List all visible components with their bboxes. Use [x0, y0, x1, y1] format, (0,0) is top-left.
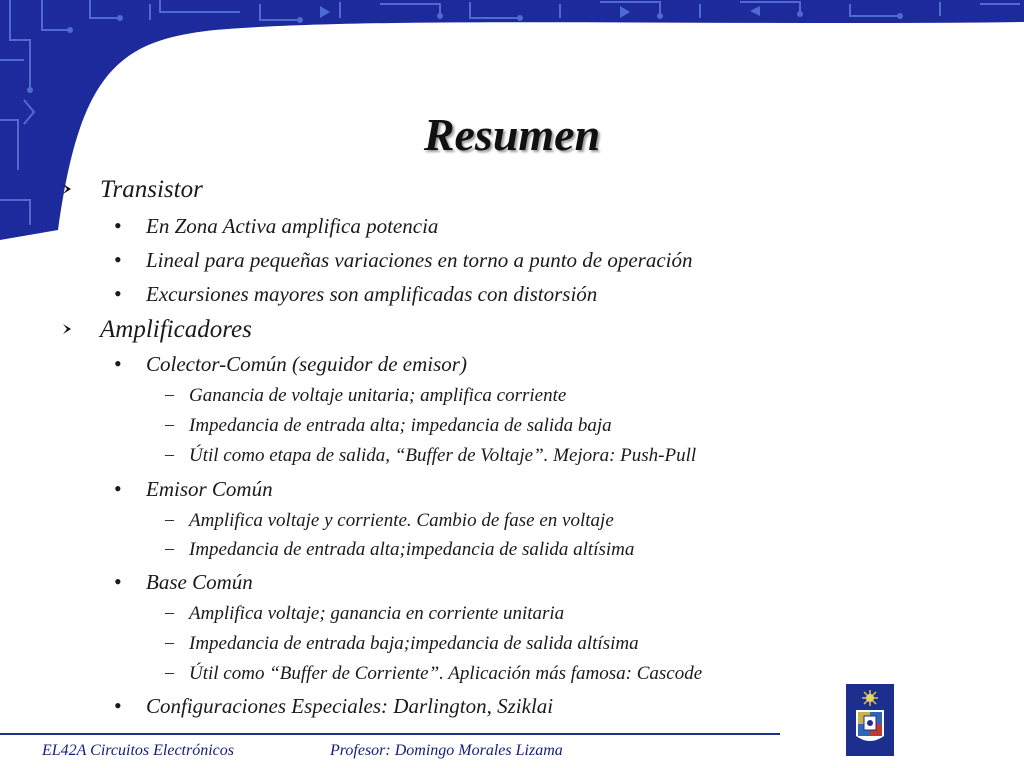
dash-marker: – [165, 662, 174, 682]
sub-list-item [165, 384, 567, 407]
bullet-marker: • [114, 213, 122, 238]
list-item [114, 476, 273, 502]
list-item [114, 693, 554, 719]
slide-title: Resumen [423, 109, 601, 160]
bullet-marker: • [114, 693, 122, 718]
dash-marker: – [165, 632, 174, 652]
footer-course: EL42A Circuitos Electrónicos [42, 742, 234, 759]
sub-list-item-text: Impedancia de entrada alta;impedancia de salida altísima [189, 539, 635, 560]
chevron-arrow-icon [60, 322, 74, 336]
list-item [114, 213, 439, 239]
section-heading-amplificadores [100, 316, 252, 344]
section-heading-text: Amplificadores [100, 316, 252, 343]
list-item-text: Excursiones mayores son amplificadas con distorsión [146, 282, 598, 306]
bullet-marker: • [114, 247, 122, 272]
list-item-text: Configuraciones Especiales: Darlington, Sziklai [146, 694, 554, 718]
bullet-marker: • [114, 351, 122, 376]
section-heading-text: Transistor [100, 176, 203, 203]
list-item [114, 351, 467, 377]
sub-list-item-text: Ganancia de voltaje unitaria; amplifica corriente [189, 385, 567, 406]
sub-list-item [165, 632, 639, 655]
sub-list-item-text: Impedancia de entrada baja;impedancia de salida altísima [189, 633, 639, 654]
bullet-marker: • [114, 281, 122, 306]
list-item-text: Colector-Común (seguidor de emisor) [146, 352, 467, 376]
sub-list-item-text: Amplifica voltaje y corriente. Cambio de fase en voltaje [189, 510, 614, 531]
list-item [114, 281, 598, 307]
sub-list-item [165, 509, 614, 532]
section-heading-transistor [100, 176, 203, 204]
sub-list-item [165, 444, 697, 467]
list-item-text: Emisor Común [146, 477, 273, 501]
dash-marker: – [165, 538, 174, 558]
bullet-marker: • [114, 476, 122, 501]
sub-list-item-text: Impedancia de entrada alta; impedancia de salida baja [189, 415, 612, 436]
sub-list-item [165, 602, 565, 625]
list-item [114, 569, 253, 595]
dash-marker: – [165, 602, 174, 622]
list-item [114, 247, 693, 273]
sub-list-item [165, 662, 703, 685]
list-item-text: Lineal para pequeñas variaciones en torno a punto de operación [146, 248, 693, 272]
sub-list-item-text: Útil como etapa de salida, “Buffer de Voltaje”. Mejora: Push-Pull [189, 445, 697, 466]
sub-list-item [165, 538, 635, 561]
sub-list-item-text: Amplifica voltaje; ganancia en corriente unitaria [189, 603, 565, 624]
chevron-arrow-icon [60, 182, 74, 196]
list-item-text: En Zona Activa amplifica potencia [146, 214, 439, 238]
list-item-text: Base Común [146, 570, 253, 594]
sub-list-item [165, 414, 612, 437]
bullet-marker: • [114, 569, 122, 594]
footer-professor: Profesor: Domingo Morales Lizama [330, 742, 563, 759]
dash-marker: – [165, 509, 174, 529]
sub-list-item-text: Útil como “Buffer de Corriente”. Aplicación más famosa: Cascode [189, 663, 703, 684]
dash-marker: – [165, 444, 174, 464]
dash-marker: – [165, 384, 174, 404]
dash-marker: – [165, 414, 174, 434]
footer-divider [0, 733, 780, 735]
university-crest-icon [846, 684, 894, 756]
